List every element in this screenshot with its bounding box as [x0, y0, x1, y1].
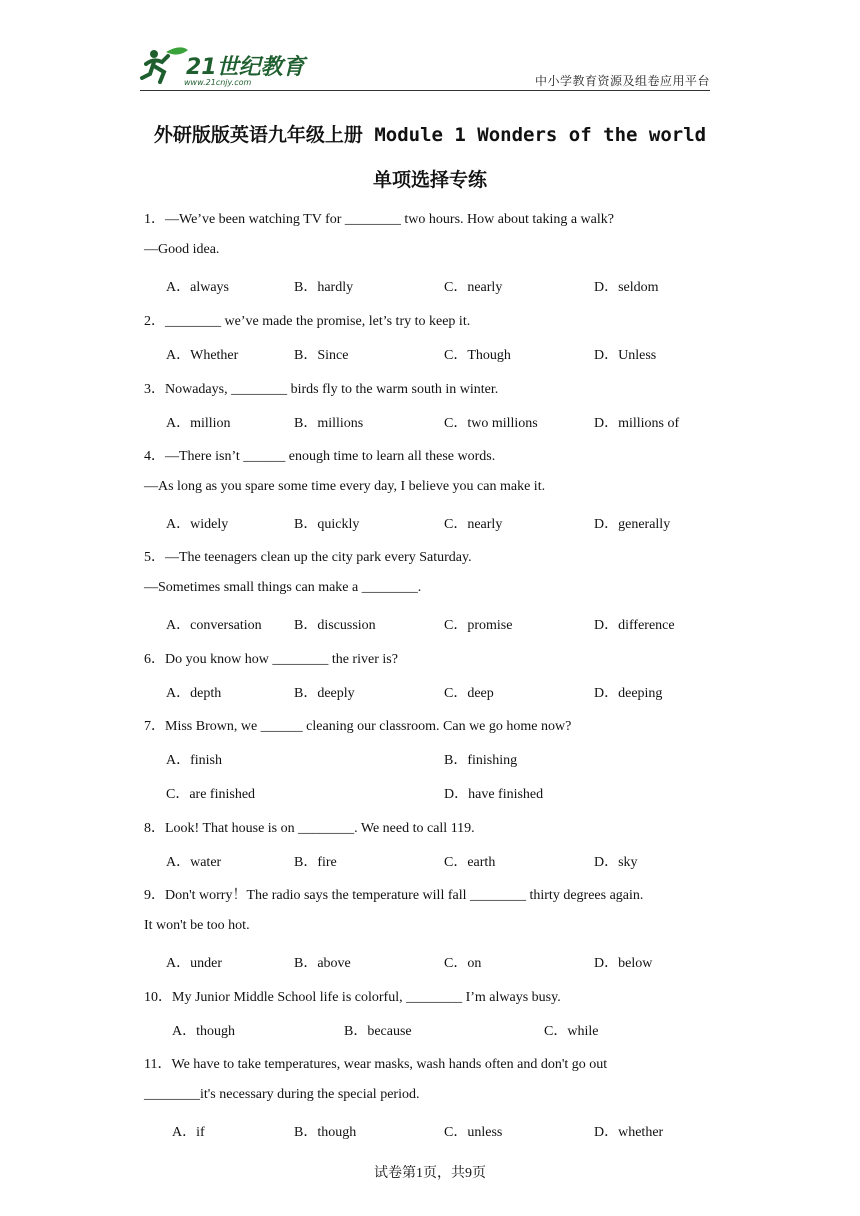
q1-option-b[interactable]: B．hardly [294, 280, 354, 295]
q5-option-d[interactable]: D．difference [594, 618, 675, 633]
q8-option-d[interactable]: D．sky [594, 855, 638, 870]
q6-option-b[interactable]: B．deeply [294, 686, 355, 701]
question-8-stem: 8．Look! That house is on ________. We need to call 119. [144, 821, 475, 836]
leaf-shape [166, 47, 188, 54]
q10-option-c[interactable]: C．while [544, 1024, 599, 1039]
q8-option-b[interactable]: B．fire [294, 855, 337, 870]
platform-label: 中小学教育资源及组卷应用平台 [534, 74, 710, 88]
q4-option-b[interactable]: B．quickly [294, 517, 360, 532]
logo-text: 21世纪教育 [186, 55, 305, 80]
q3-option-d[interactable]: D．millions of [594, 416, 680, 431]
q11-option-a[interactable]: A．if [172, 1125, 205, 1140]
q1-option-d[interactable]: D．seldom [594, 280, 659, 295]
q1-option-a[interactable]: A．always [166, 280, 229, 295]
q5-option-c[interactable]: C．promise [444, 618, 513, 633]
question-11-stem-2: ________it's necessary during the special period. [144, 1087, 420, 1102]
q7-option-a[interactable]: A．finish [166, 753, 222, 768]
question-10-stem: 10．My Junior Middle School life is colorful, ________ I’m always busy. [144, 990, 561, 1005]
q2-option-c[interactable]: C．Though [444, 348, 511, 363]
page-subtitle: 单项选择专练 [372, 169, 487, 191]
question-11-stem: 11．We have to take temperatures, wear masks, wash hands often and don't go out [144, 1057, 608, 1072]
q7-option-b[interactable]: B．finishing [444, 753, 518, 768]
question-4-stem: 4．—There isn’t ______ enough time to learn all these words. [144, 449, 496, 464]
q5-option-b[interactable]: B．discussion [294, 618, 376, 633]
q2-option-d[interactable]: D．Unless [594, 348, 657, 363]
q8-option-c[interactable]: C．earth [444, 855, 496, 870]
question-6-stem: 6．Do you know how ________ the river is? [144, 652, 398, 667]
q5-option-a[interactable]: A．conversation [166, 618, 262, 633]
question-1-stem: 1．—We’ve been watching TV for ________ two hours. How about taking a walk? [144, 212, 614, 227]
runner-body [142, 56, 168, 82]
q11-option-d[interactable]: D．whether [594, 1125, 664, 1140]
q7-option-c[interactable]: C．are finished [166, 787, 256, 802]
q6-option-c[interactable]: C．deep [444, 686, 494, 701]
question-2-stem: 2．________ we’ve made the promise, let’s try to keep it. [144, 314, 471, 329]
logo-url: www.21cnjy.com [184, 78, 252, 87]
q2-option-a[interactable]: A．Whether [166, 348, 239, 363]
question-4-stem-2: —As long as you spare some time every day, I believe you can make it. [144, 479, 546, 494]
q2-option-b[interactable]: B．Since [294, 348, 349, 363]
q7-option-d[interactable]: D．have finished [444, 787, 544, 802]
question-5-stem-2: —Sometimes small things can make a ________. [144, 580, 422, 595]
q4-option-c[interactable]: C．nearly [444, 517, 503, 532]
question-5-stem: 5．—The teenagers clean up the city park every Saturday. [144, 550, 472, 565]
runner-head [150, 50, 158, 58]
q9-option-d[interactable]: D．below [594, 956, 653, 971]
q1-option-c[interactable]: C．nearly [444, 280, 503, 295]
q9-option-c[interactable]: C．on [444, 956, 482, 971]
q9-option-a[interactable]: A．under [166, 956, 222, 971]
q10-option-b[interactable]: B．because [344, 1024, 412, 1039]
question-9-stem: 9．Don't worry！The radio says the temperature will fall ________ thirty degrees again. [144, 888, 644, 903]
question-9-stem-2: It won't be too hot. [144, 918, 250, 933]
page-footer: 试卷第1页，共9页 [374, 1166, 486, 1181]
q4-option-d[interactable]: D．generally [594, 517, 671, 532]
q6-option-a[interactable]: A．depth [166, 686, 222, 701]
q3-option-a[interactable]: A．million [166, 416, 231, 431]
q9-option-b[interactable]: B．above [294, 956, 351, 971]
question-1-stem-2: —Good idea. [144, 242, 220, 257]
q3-option-c[interactable]: C．two millions [444, 416, 538, 431]
q11-option-b[interactable]: B．though [294, 1125, 357, 1140]
q4-option-a[interactable]: A．widely [166, 517, 229, 532]
q3-option-b[interactable]: B．millions [294, 416, 364, 431]
q6-option-d[interactable]: D．deeping [594, 686, 663, 701]
page-title: 外研版版英语九年级上册 Module 1 Wonders of the world [153, 124, 707, 146]
logo [140, 44, 310, 88]
q8-option-a[interactable]: A．water [166, 855, 222, 870]
question-3-stem: 3．Nowadays, ________ birds fly to the warm south in winter. [144, 382, 499, 397]
q11-option-c[interactable]: C．unless [444, 1125, 503, 1140]
question-7-stem: 7．Miss Brown, we ______ cleaning our classroom. Can we go home now? [144, 719, 572, 734]
q10-option-a[interactable]: A．though [172, 1024, 235, 1039]
page-header [140, 44, 710, 91]
